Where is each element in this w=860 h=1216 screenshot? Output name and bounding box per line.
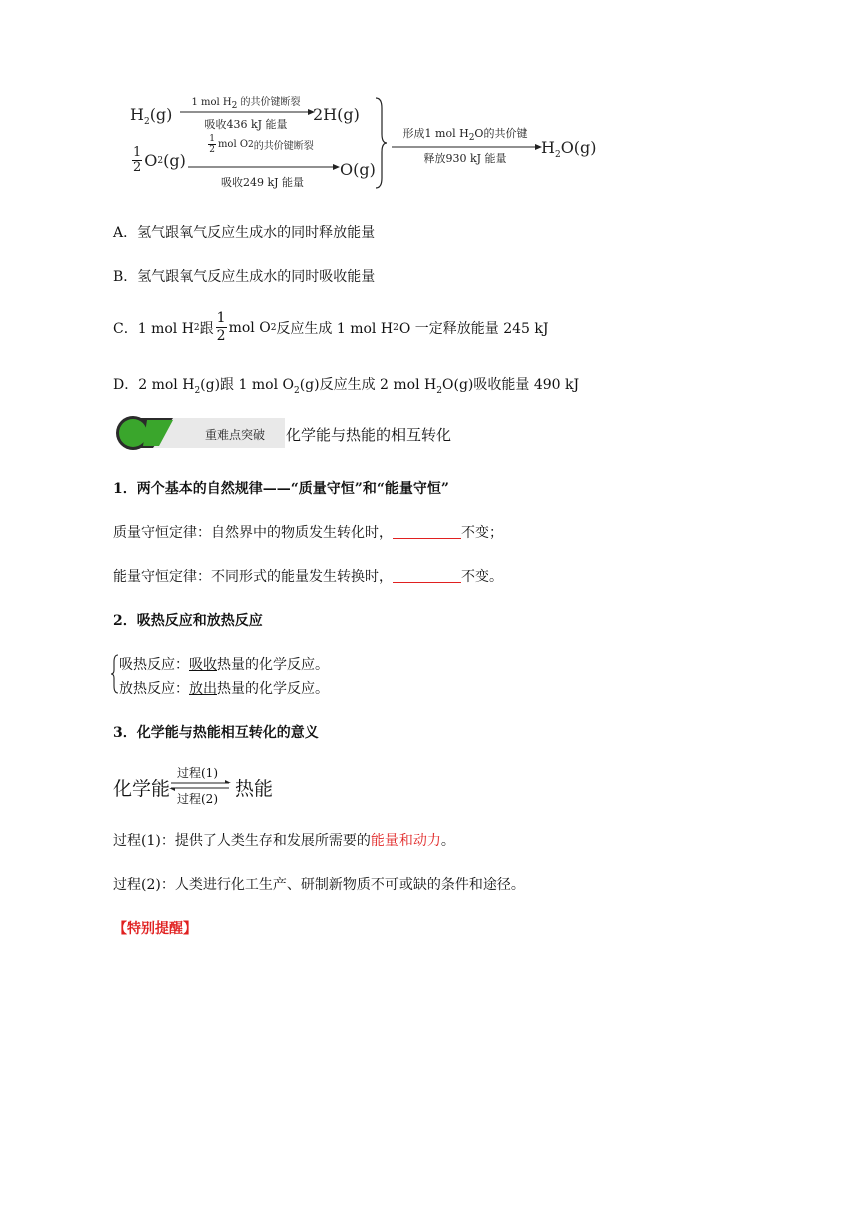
process2-desc: 过程(2)：人类进行化工生产、研制新物质不可或缺的条件和途径。: [113, 877, 525, 893]
blank-field: [393, 524, 461, 539]
section3-heading: 3．化学能与热能相互转化的意义: [113, 725, 319, 741]
conversion-diagram: [113, 764, 283, 810]
process2-label: 过程(2): [177, 792, 218, 806]
arrow2-top-label: $\frac{1}{2}$ mol O 2 的共价键断裂: [209, 134, 314, 155]
section-banner: [113, 414, 293, 452]
left-brace: [111, 654, 119, 694]
product-h2o: $H_2O(g)$: [541, 138, 597, 161]
arrow2: [188, 163, 340, 171]
option-c: C．1 mol H 2 跟 $\frac{1}{2}$ mol O 2 反应生成 1 mol H 2 O 一定释放能量 245 kJ: [113, 310, 549, 344]
blank-field: [393, 568, 461, 583]
banner-title: 化学能与热能的相互转化: [286, 426, 452, 444]
banner-tag: 重难点突破: [205, 428, 266, 442]
arrow3-bottom-label: 释放930 kJ 能量: [423, 152, 507, 165]
option-a: A．氢气跟氧气反应生成水的同时释放能量: [113, 225, 376, 241]
section2-heading: 2．吸热反应和放热反应: [113, 613, 263, 629]
bond-energy-diagram: [120, 88, 620, 198]
reactant-h2: $H_2(g)$: [130, 105, 173, 128]
section1-heading: 1．两个基本的自然规律——“质量守恒”和“能量守恒”: [113, 481, 449, 497]
chemical-energy-label: 化学能: [113, 778, 171, 800]
arrow1-bottom-label: 吸收436 kJ 能量: [204, 118, 288, 131]
exothermic-def: 放热反应：放出热量的化学反应。: [119, 681, 329, 697]
arrow1-top-label: 1 mol $H_2$ 的共价键断裂: [191, 97, 301, 111]
energy-conservation: 能量守恒定律：不同形式的能量发生转换时， 不变。: [113, 569, 503, 585]
product-o: O(g): [340, 160, 376, 179]
process1-desc: 过程(1)：提供了人类生存和发展所需要的能量和动力。: [113, 833, 455, 849]
process1-label: 过程(1): [177, 766, 218, 780]
reactant-half-o2: $\frac{1}{2}$ O 2 (g): [133, 145, 186, 175]
option-d: D．2 mol $H_2(g)$跟 1 mol $O_2(g)$反应生成 2 mol $H_2O(g)$吸收能量 490 kJ: [113, 377, 580, 396]
option-b: B．氢气跟氧气反应生成水的同时吸收能量: [113, 269, 376, 285]
endothermic-def: 吸热反应：吸收热量的化学反应。: [119, 657, 329, 673]
heat-energy-label: 热能: [235, 778, 274, 800]
arrow3-top-label: 形成1 mol $H_2O$的共价键: [402, 127, 528, 144]
right-brace: [374, 96, 388, 190]
mass-conservation: 质量守恒定律：自然界中的物质发生转化时， 不变；: [113, 525, 503, 541]
arrow2-bottom-label: 吸收249 kJ 能量: [220, 176, 305, 189]
product-2h: 2H(g): [313, 105, 360, 124]
special-reminder: 【特别提醒】: [113, 921, 197, 937]
arrow1: [180, 108, 315, 116]
